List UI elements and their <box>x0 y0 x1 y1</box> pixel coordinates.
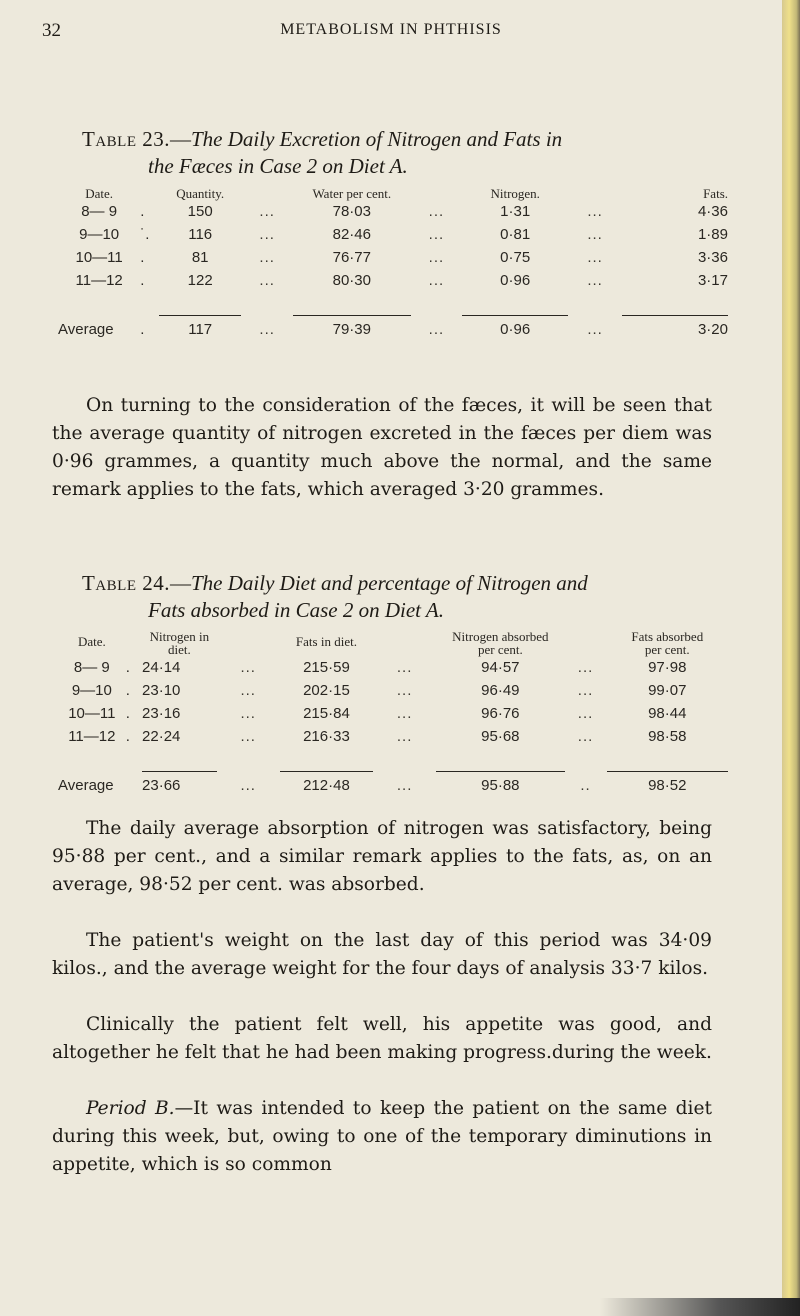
period-b-text: —It was intended to keep the patient on the same diet during this week, but, owing to one of the temporary diminutions in appetite, which is so common <box>52 1098 712 1175</box>
table-row <box>58 246 728 269</box>
leader-dots: ... <box>577 682 594 699</box>
cell-nitrogen-diet: 23·16 <box>142 705 181 722</box>
period-b-label: Period B. <box>86 1098 175 1119</box>
leader-dots: ... <box>396 777 413 794</box>
cell-nitrogen: 0·81 <box>500 226 531 243</box>
leader-dots: ... <box>428 272 445 289</box>
cell-date: 8— 9 <box>73 659 110 676</box>
cell-water: 80·30 <box>332 272 371 289</box>
leader-dots: ... <box>587 249 603 266</box>
cell-nitrogen-diet: 23·10 <box>142 682 181 699</box>
col-header-fats-absorbed <box>607 626 728 656</box>
cell-date: 9—10 <box>71 682 112 699</box>
leader-dots: ... <box>577 659 594 676</box>
leader-dots: ... <box>259 249 275 266</box>
cell-nitrogen-absorbed: 96·49 <box>481 682 520 699</box>
leader-dots: ... <box>396 659 413 676</box>
table-23-title-line1: The Daily Excretion of Nitrogen and Fats in <box>191 127 563 151</box>
leader-dots: ... <box>428 249 445 266</box>
paragraph-absorption: The daily average absorption of nitrogen was satisfactory, being 95·88 per cent., and a similar remark applies to the fats, as, on an average, 98·52 per cent. was absorbed. <box>52 818 712 895</box>
cell-fats-absorbed: 98·52 <box>648 777 687 794</box>
table-row <box>58 679 728 702</box>
cell-average-label: Average <box>58 777 114 794</box>
table-23-label: Table 23. <box>82 127 170 151</box>
paragraph-clinical: Clinically the patient felt well, his appetite was good, and altogether he felt that he had been making progress.during the week. <box>52 1014 712 1063</box>
cell-mark: . <box>140 321 145 338</box>
paragraph-period-b <box>52 1095 712 1179</box>
cell-date: 11—12 <box>68 728 116 745</box>
table-row <box>58 656 728 679</box>
leader-dots: ... <box>259 203 275 220</box>
cell-fats: 3·17 <box>697 272 728 289</box>
cell-date: 9—10 <box>79 226 120 243</box>
paragraph-weight: The patient's weight on the last day of this period was 34·09 kilos., and the average weight for the four days of analysis 33·7 kilos. <box>52 930 712 979</box>
cell-quantity: 117 <box>188 321 213 338</box>
cell-fats-absorbed: 98·44 <box>648 705 687 722</box>
average-row <box>58 318 728 341</box>
leader-dots: ... <box>240 659 256 676</box>
book-edge-bottom <box>600 1298 800 1316</box>
leader-dots: ... <box>259 272 275 289</box>
cell-average-label: Average <box>58 321 114 338</box>
leader-dots: ... <box>428 203 445 220</box>
caption-dash: — <box>170 571 191 595</box>
cell-fats-absorbed: 99·07 <box>648 682 687 699</box>
leader-dots: ... <box>428 226 445 243</box>
leader-dots: ... <box>240 728 256 745</box>
header-line: Fats absorbed <box>631 629 704 644</box>
col-header-date: Date. <box>85 186 114 201</box>
leader-dots: ... <box>587 321 603 338</box>
cell-quantity: 150 <box>187 203 213 220</box>
cell-date: 10—11 <box>75 249 123 266</box>
cell-water: 78·03 <box>332 203 371 220</box>
col-header-nitrogen: Nitrogen. <box>490 186 540 201</box>
cell-fats-diet: 212·48 <box>303 777 350 794</box>
table-row <box>58 200 728 223</box>
col-header-date: Date. <box>77 633 106 649</box>
cell-quantity: 81 <box>191 249 209 266</box>
cell-date: 10—11 <box>68 705 116 722</box>
table-23 <box>58 178 728 341</box>
cell-fats-diet: 215·59 <box>303 659 350 676</box>
table-row <box>58 725 728 748</box>
cell-mark: . <box>125 682 130 699</box>
page-header <box>0 16 782 46</box>
cell-fats-diet: 215·84 <box>303 705 350 722</box>
leader-dots: ... <box>259 226 275 243</box>
cell-fats: 4·36 <box>697 203 728 220</box>
leader-dots: ... <box>587 272 603 289</box>
leader-dots: ... <box>259 321 275 338</box>
col-header-water: Water per cent. <box>312 186 392 201</box>
table-24-title-line1: The Daily Diet and percentage of Nitrogen and <box>191 571 588 595</box>
col-header-quantity: Quantity. <box>176 186 225 201</box>
cell-mark: . <box>125 705 130 722</box>
cell-nitrogen: 0·96 <box>500 272 531 289</box>
col-header-fats: Fats. <box>703 186 728 201</box>
cell-quantity: 122 <box>187 272 213 289</box>
cell-fats: 3·36 <box>697 249 728 266</box>
header-line: diet. <box>167 642 191 657</box>
cell-nitrogen-absorbed: 94·57 <box>481 659 520 676</box>
leader-dots: ... <box>396 728 413 745</box>
table-24-title-line2: Fats absorbed in Case 2 on Diet A. <box>148 598 444 622</box>
page-number: 32 <box>42 20 61 41</box>
running-head: METABOLISM IN PHTHISIS <box>280 21 502 38</box>
cell-water: 76·77 <box>332 249 371 266</box>
leader-dots: ... <box>428 321 445 338</box>
leader-dots: ... <box>396 705 413 722</box>
table-23-title-line2: the Fæces in Case 2 on Diet A. <box>148 154 408 178</box>
caption-dash: — <box>170 127 191 151</box>
cell-fats-diet: 202·15 <box>303 682 350 699</box>
cell-mark: ˙. <box>140 226 150 243</box>
table-24 <box>58 626 728 797</box>
table-24-caption <box>82 570 722 624</box>
table-row <box>58 702 728 725</box>
cell-nitrogen: 0·96 <box>500 321 531 338</box>
cell-water: 82·46 <box>332 226 371 243</box>
average-row <box>58 774 728 797</box>
leader-dots: ... <box>587 203 603 220</box>
cell-mark: . <box>125 728 130 745</box>
leader-dots: ... <box>587 226 603 243</box>
paragraph-faeces: On turning to the consideration of the fæces, it will be seen that the average quantity of nitrogen excreted in the fæces per diem was 0·96 grammes, a quantity much above the normal, and the same remark applies to the fats, which averaged 3·20 grammes. <box>52 395 712 500</box>
cell-mark: . <box>140 249 145 266</box>
col-header-nitrogen-absorbed <box>436 626 564 656</box>
cell-fats: 1·89 <box>697 226 728 243</box>
header-line: per cent. <box>644 642 690 657</box>
table-row <box>58 223 728 246</box>
header-line: Nitrogen absorbed <box>452 629 549 644</box>
cell-fats-absorbed: 98·58 <box>648 728 687 745</box>
leader-dots: ... <box>577 705 594 722</box>
cell-nitrogen-absorbed: 95·88 <box>481 777 520 794</box>
cell-nitrogen: 0·75 <box>500 249 531 266</box>
book-edge <box>782 0 800 1316</box>
cell-mark: . <box>140 203 145 220</box>
leader-dots: ... <box>396 682 413 699</box>
cell-date: 11—12 <box>75 272 123 289</box>
col-header-fats-diet: Fats in diet. <box>295 633 357 649</box>
table-23-caption <box>82 126 722 180</box>
cell-nitrogen: 1·31 <box>500 203 531 220</box>
leader-dots: ... <box>577 728 594 745</box>
leader-dots: .. <box>580 777 591 794</box>
cell-date: 8— 9 <box>81 203 118 220</box>
cell-nitrogen-absorbed: 95·68 <box>481 728 520 745</box>
cell-mark: . <box>140 272 145 289</box>
cell-nitrogen-diet: 24·14 <box>142 659 181 676</box>
cell-nitrogen-diet: 22·24 <box>142 728 181 745</box>
cell-fats-absorbed: 97·98 <box>648 659 687 676</box>
cell-nitrogen-diet: 23·66 <box>142 777 181 794</box>
cell-water: 79·39 <box>332 321 371 338</box>
cell-fats-diet: 216·33 <box>303 728 350 745</box>
leader-dots: ... <box>240 682 256 699</box>
header-line: per cent. <box>477 642 523 657</box>
cell-quantity: 116 <box>188 226 213 243</box>
cell-nitrogen-absorbed: 96·76 <box>481 705 520 722</box>
cell-mark: . <box>125 659 130 676</box>
col-header-nitrogen-diet <box>142 626 217 656</box>
leader-dots: ... <box>240 705 256 722</box>
header-line: Nitrogen in <box>149 629 210 644</box>
leader-dots: ... <box>240 777 256 794</box>
table-row <box>58 269 728 292</box>
cell-fats: 3·20 <box>697 321 728 338</box>
table-24-label: Table 24. <box>82 571 170 595</box>
